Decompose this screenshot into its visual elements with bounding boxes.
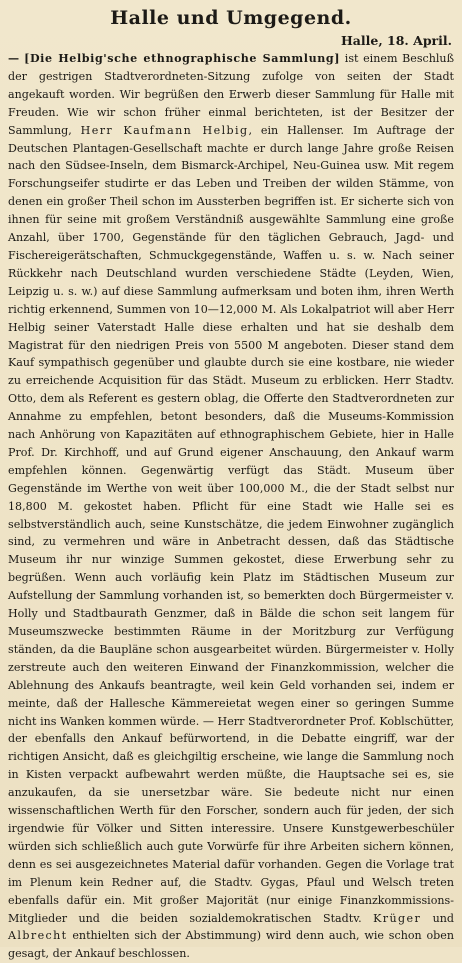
text-segment: , dem als Referent es gestern oblag, die Offerte den Stadtverordneten zur Annahme zu empfehlen, betont besonders, daß die Museums-Kommission nach Anhörung von Kapazitäten auf ethnographischem Gebiete, hier in Halle Prof. Dr. Kirchhoff, und auf Grund eigener Anschauung, den Ankauf warm empfehlen können. Gegenwärtig verfügt das Städt. Museum über Gegenstände im Werthe von weit über 100,000 M., die der Stadt selbst nur 18,800 M. gekostet haben. Pflicht für eine Stadt wie Halle sei es selbstverständlich auch, seine Kunstschätze, die jedem Einwohner zugänglich sind, zu vermehren und wäre in Anbetracht dessen, daß das Städtische Museum ihr nur winzige Summen gekostet, diese Erwerbung sehr zu begrüßen. Wenn auch vorläufig kein Platz im Städtischen Museum zur Aufstellung der Sammlung vorhanden ist, so bemerkten doch (8, 392, 454, 603)
text-segment: und (37, 607, 73, 621)
person-name: Bürgermeister v. Holly (325, 642, 454, 656)
text-segment: , daß in Bälde die schon seit langem für Museumszwecke bestimmten Räume in der Moritzburg zur Verfügung ständen, da die Baupläne schon ausgearbeitet würden. (8, 607, 454, 656)
text-segment: zerstreute auch den weiteren Einwand der Finanzkommission, welcher die Ablehnung des Ankaufs beantragte, weil kein Geld vorhanden sei, indem er meinte, daß der Hallesche Kämmereietat wegen einer so geringen Summe nicht ins Wanken kommen würde. — (8, 660, 454, 728)
text-segment: enthielten sich der Abstimmung) wird denn auch, wie schon oben gesagt, der Ankauf beschlossen. (8, 929, 454, 961)
person-name: Herr Kaufmann Helbig (80, 123, 249, 137)
article-body (8, 50, 454, 963)
person-name: Herr Stadtverordneter Prof. Koblschütter (217, 714, 451, 728)
person-name: Stadtbaurath Genzmer (72, 607, 204, 621)
person-name: Krüger (373, 911, 422, 925)
article-subject: [Die Helbig'sche ethnographische Sammlung] (24, 52, 341, 65)
text-segment: und (421, 911, 455, 925)
text-segment: , der ebenfalls den Ankauf befürwortend, in die Debatte eingriff, war der richtigen Ansicht, daß es gleichgiltig erscheine, wie lange die Sammlung noch in Kisten verpackt aufbewahrt werden müßte, die Hauptsache sei es, sie anzukaufen, da sie unersetzbar wäre. Sie bedeute nicht nur einen wissenschaftlichen Werth für den Forscher, sondern auch für jeden, der sich irgendwie für Völker und Sitten interessire. Unsere Kunstgewerbeschüler würden sich schließlich auch gute Vorwürfe für ihre Arbeiten sichern können, denn es sei ausgezeichnetes Material dafür vorhanden. Gegen die Vorlage trat im Plenum kein Redner auf, die Stadtv. Gygas, Pfaul und Welsch treten ebenfalls dafür ein. Mit großer Majorität (nur einige Finanzkommissions-Mitglieder und die beiden sozialdemokratischen Stadtv. (8, 714, 454, 925)
person-name: Albrecht (8, 929, 68, 943)
dateline: Halle, 18. April. (340, 33, 452, 48)
section-headline: Halle und Umgegend. (110, 7, 352, 29)
person-name: Bürgermeister v. Holly (8, 589, 454, 621)
text-segment: ist einem Beschluß der gestrigen Stadtverordneten-Sitzung zufolge von seiten der Stadt angekauft worden. Wir begrüßen den Erwerb dieser Sammlung für Halle mit Freuden. Wie wir schon früher einmal berichteten, ist der Besitzer der Sammlung, (8, 52, 454, 137)
lead-dash: — (8, 52, 25, 65)
text-segment: , ein Hallenser. Im Auftrage der Deutschen Plantagen-Gesellschaft machte er durch lange Jahre große Reisen nach den Südsee-Inseln, dem Bismarck-Archipel, Neu-Guinea usw. Mit regem Forschungseifer studirte er das Leben und Treiben der wilden Stämme, von denen ein großer Theil schon im Aussterben begriffen ist. Er sicherte sich von ihnen für seine mit großem Verständniß ausgewählte Sammlung eine große Anzahl, über 1700, Gegenstände für den täglichen Gebrauch, Jagd- und Fischereigerätschaften, Schmuckgegenstände, Waffen u. s. w. Nach seiner Rückkehr nach Deutschland wurden verschiedene Städte (Leyden, Wien, Leipzig u. s. w.) auf diese Sammlung aufmerksam und boten ihm, ihren Werth richtig erkennend, Summen von 10—12,000 M. Als Lokalpatriot will aber Herr Helbig seiner Vaterstadt Halle diese erhalten und hat sie deshalb dem Magistrat für den niedrigen Preis von 5500 M angeboten. Dieser stand dem Kauf sympathisch gegenüber und glaubte durch sie eine kostbare, nie wieder zu erreichende Acquisition für das Städt. Museum zu erblicken. (8, 123, 455, 388)
person-name: Herr Stadtv. Otto (8, 374, 454, 406)
